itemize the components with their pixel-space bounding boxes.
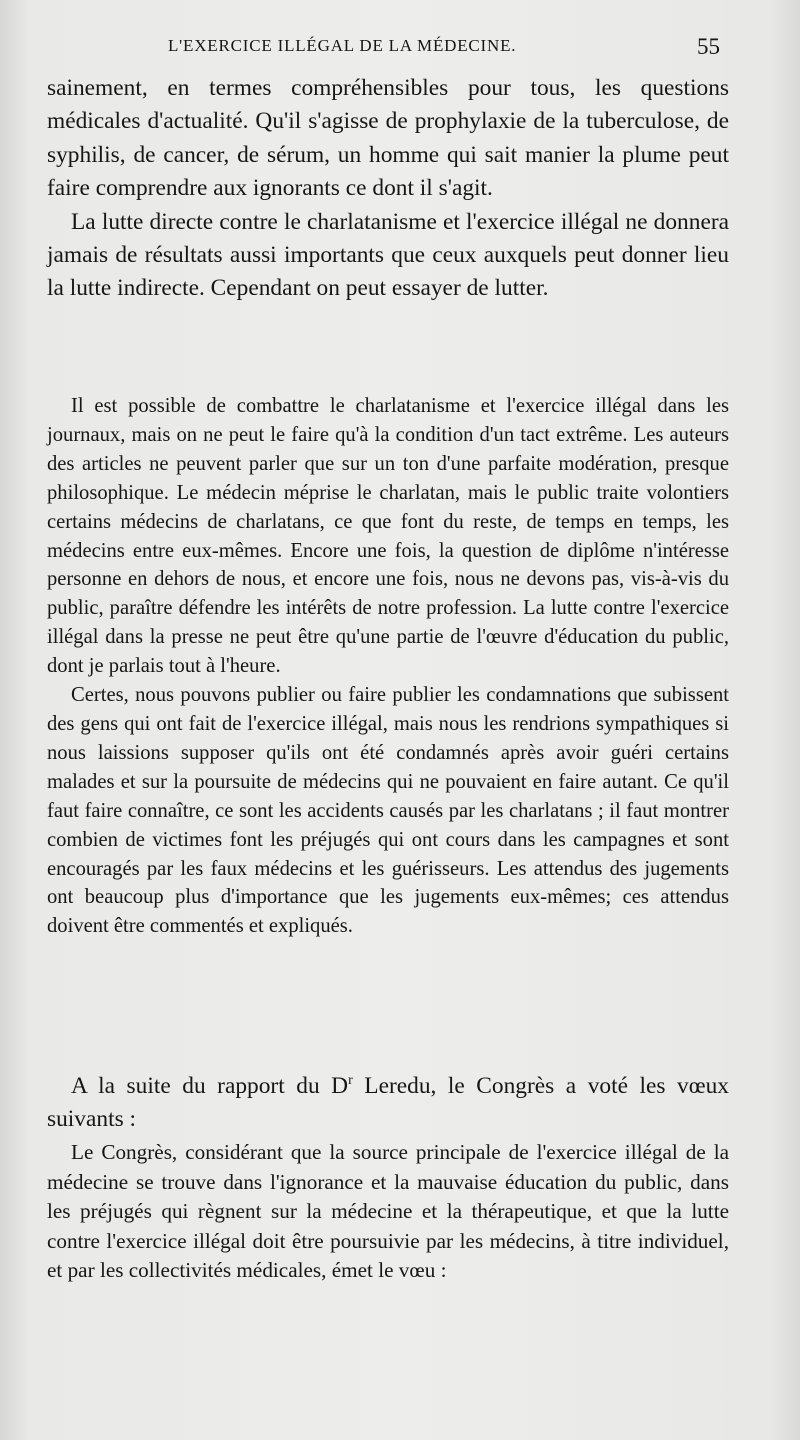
doctor-abbrev-superscript: r xyxy=(348,1073,353,1088)
running-head xyxy=(0,36,800,62)
paragraph-congress-resolution: Le Congrès, considérant que la source principale de l'exercice illégal de la médecine se trouve dans l'ignorance et la mauvaise éducation du public, dans les préjugés qui règnent sur la médecine et la thérapeutique, et que la lutte contre l'exercice illégal doit être poursuivie par les médecins, à titre individuel, et par les collectivités médicales, émet le vœu : xyxy=(47,1140,729,1283)
paragraph-condemnations: Certes, nous pouvons publier ou faire publier les condamnations que subissent des gens qui ont fait de l'exercice illégal, mais nous les rendrions sympathiques si nous laissions supposer qu'ils ont été condamnés après avoir guéri certains malades et sur la poursuite de médecins qui ne pouvaient en faire autant. Ce qu'il faut faire connaître, ce sont les accidents causés par les charlatans ; il faut montrer combien de victimes font les préjugés qui ont cours dans les campagnes et sont encouragés par les faux médecins et les guérisseurs. Les attendus des jugements ont beaucoup plus d'importance que les jugements eux-mêmes; ces attendus doivent être commentés et expliqués. xyxy=(47,684,729,938)
running-title: L'EXERCICE ILLÉGAL DE LA MÉDECINE. xyxy=(168,36,517,55)
paragraph-journals: Il est possible de combattre le charlatanisme et l'exercice illégal dans les journaux, mais on ne peut le faire qu'à la condition d'un tact extrême. Les auteurs des articles ne peuvent parler que sur un ton d'une parfaite modération, presque philosophique. Le médecin méprise le charlatan, mais le public traite volontiers certains médecins de charlatans, ce que font du reste, de temps en temps, les médecins entre eux-mêmes. Encore une fois, la question de diplôme n'intéresse personne en dehors de nous, et encore une fois, nous ne devons pas, vis-à-vis du public, paraître défendre les intérêts de notre profession. La lutte contre l'exercice illégal dans la presse ne peut être qu'une partie de l'œuvre d'éducation du public, dont je parlais tout à l'heure. xyxy=(47,395,729,678)
paragraph-continuation: sainement, en termes compréhensibles pour tous, les questions médicales d'actualité. Qu'il s'agisse de prophylaxie de la tuberculose, de syphilis, de cancer, de sérum, un homme qui sait manier la plume peut faire comprendre aux ignorants ce dont il s'agit. xyxy=(47,75,729,202)
congress-vote-text-b: Leredu, le Congrès a voté les vœux suivants : xyxy=(47,1072,730,1133)
text-block-small xyxy=(47,392,729,941)
page-number: 55 xyxy=(697,34,720,59)
paragraph-direct-struggle: La lutte directe contre le charlatanisme et l'exercice illégal ne donnera jamais de résultats aussi importants que ceux auxquels peut donner lieu la lutte indirecte. Cependant on peut essayer de lutter. xyxy=(47,208,729,302)
text-block-small-2 xyxy=(47,1138,729,1286)
text-block-large-1 xyxy=(47,72,729,306)
paragraph-congress-vote xyxy=(47,1064,729,1137)
congress-vote-text-a: A la suite du rapport du D xyxy=(71,1072,349,1099)
text-block-large-2 xyxy=(47,1064,729,1137)
